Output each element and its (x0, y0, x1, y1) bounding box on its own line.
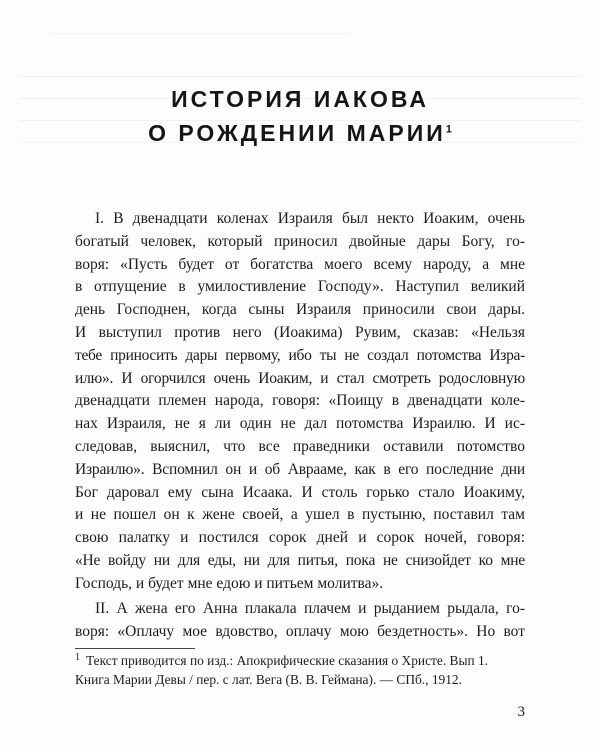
text-line: II. А жена его Анна плакала плачем и рыданием рыдала, го- (95, 600, 525, 617)
text-line: тебе приносить дары первому, ибо ты не создал потомства Изра- (75, 346, 525, 364)
text-line: Господь, и будет мне едою и питьем молитва». (75, 574, 384, 592)
text-line: Бог даровал ему сына Исаака. И столь горько стало Иоакиму, (75, 483, 525, 501)
text-line: двенадцати племен народа, говоря: «Поищу в двенадцати коле- (75, 392, 525, 410)
footnote (75, 651, 525, 689)
text-line: богатый человек, который приносил двойные дары Богу, го- (75, 232, 525, 250)
page-number: 3 (517, 704, 525, 720)
text-line: «Не войду ни для еды, ни для питья, пока не снизойдет ко мне (75, 551, 525, 569)
text-line: I. В двенадцати коленах Израиля был некто Иоаким, очень (95, 210, 525, 227)
paragraph-1 (75, 208, 525, 596)
page-title (0, 82, 600, 150)
text-line: Израилю». Вспомнил он и об Аврааме, как в его последние дни (75, 460, 525, 478)
text-line: нах Израиля, не я ли один не дал потомства Израилю. И ис- (75, 415, 525, 433)
paragraph-2 (75, 598, 525, 644)
text-line: воря: «Оплачу мое вдовство, оплачу мою бездетность». Но вот (75, 622, 525, 640)
text-line: свою палатку и постился сорок дней и сорок ночей, говоря: (75, 529, 525, 547)
text-line: день Господнен, когда сыны Израиля приносили свои дары. (75, 301, 525, 319)
footnote-divider (75, 648, 195, 649)
title-line-2 (0, 116, 600, 150)
title-line-1: ИСТОРИЯ ИАКОВА (171, 86, 429, 112)
title-line-2-text: О РОЖДЕНИИ МАРИИ (148, 120, 446, 146)
text-line: и не пошел он к жене своей, а ушел в пустыню, поставил там (75, 506, 525, 524)
text-line: в отпущение в умилостивление Господу». Наступил великий (75, 278, 525, 296)
text-line: И выступил против него (Иоакима) Рувим, сказав: «Нельзя (75, 323, 525, 341)
footnote-text: Текст приводится по изд.: Апокрифические сказания о Христе. Вып 1. Книга Марии Девы / пер. с лат. Вега (В. В. Геймана). — СПб., 1912. (75, 653, 489, 687)
title-footnote-ref: 1 (445, 123, 452, 136)
text-line: илю». И огорчился очень Иоаким, и стал смотреть родословную (75, 369, 525, 387)
text-line: воря: «Пусть будет от богатства моего всему народу, а мне (75, 255, 525, 273)
footnote-mark: 1 (75, 651, 80, 663)
text-line: следовав, выяснил, что все праведники оставили потомство (75, 437, 525, 455)
